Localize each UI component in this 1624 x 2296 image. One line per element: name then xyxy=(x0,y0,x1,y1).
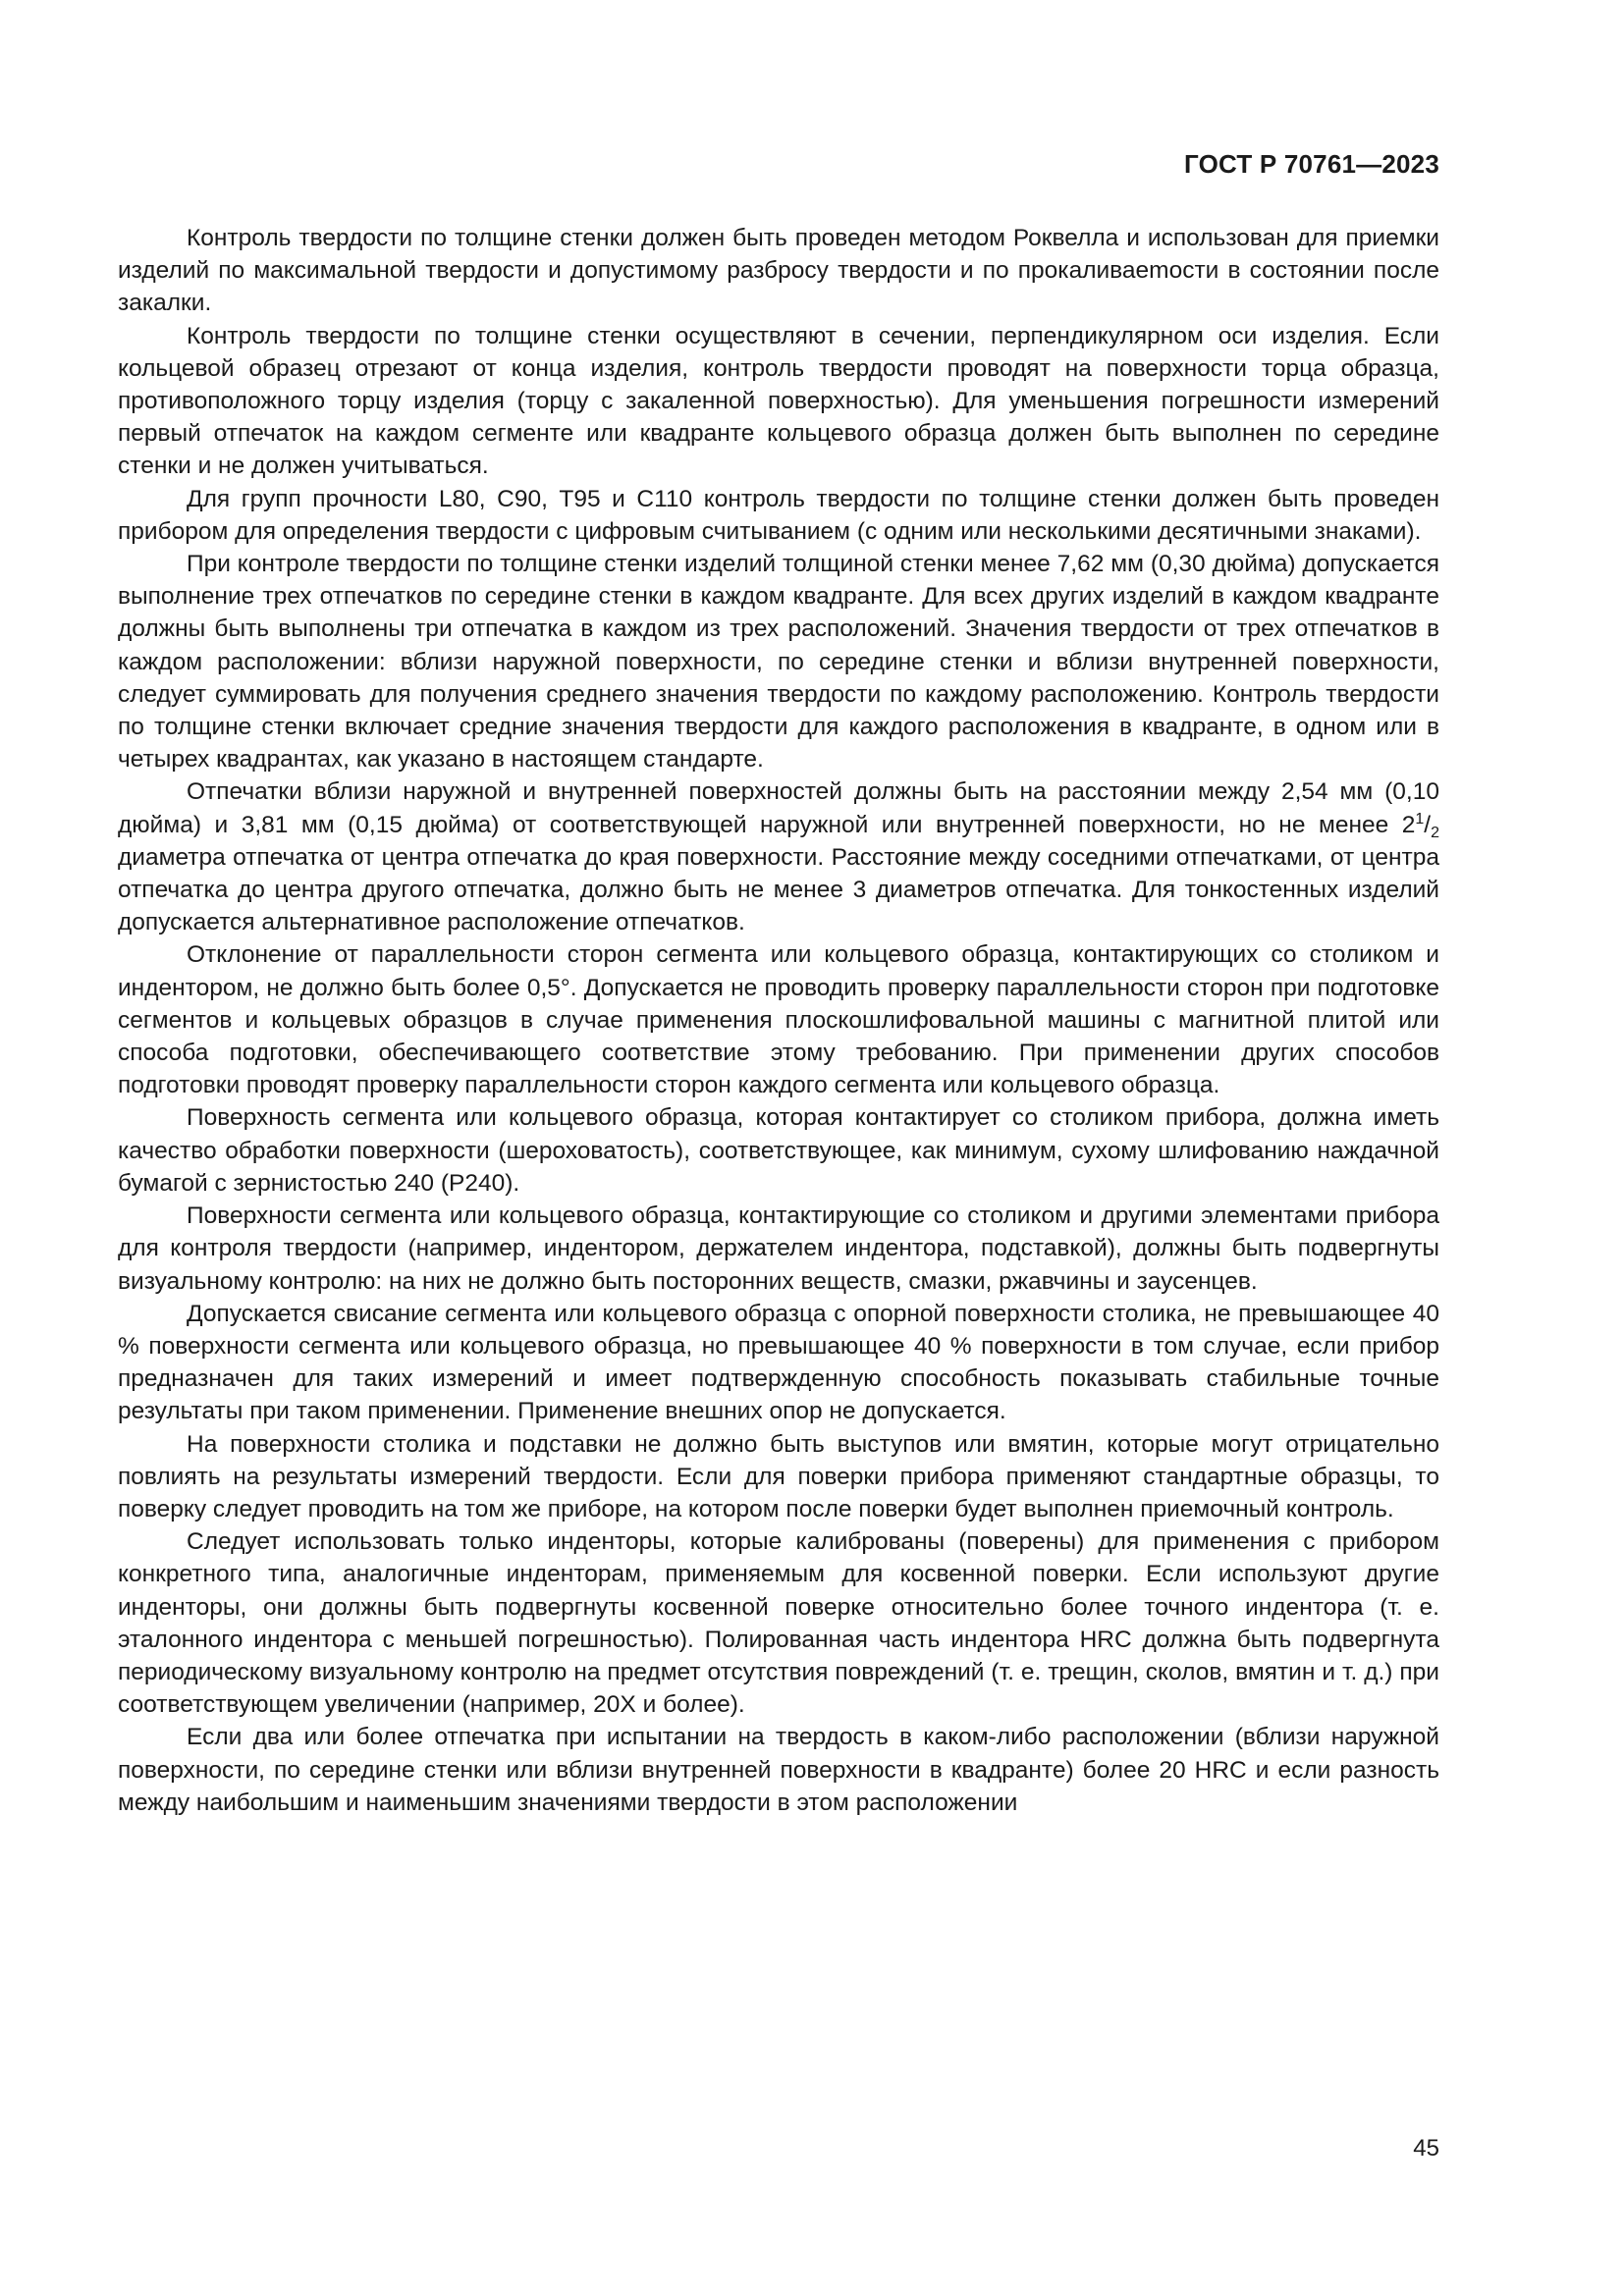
paragraph-4: При контроле твердости по толщине стенки изделий толщиной стенки менее 7,62 мм (0,30 дюйма) допускается выполнение трех отпечатков по середине стенки в каждом квадранте. Для всех других изделий в каждом квадранте должны быть выполнены три отпечатка в каждом из трех расположений. Значения твердости от трех отпечатков в каждом расположении: вблизи наружной поверхности, по середине стенки и вблизи внутренней поверхности, следует суммировать для получения среднего значения твердости по каждому расположению. Контроль твердости по толщине стенки включает средние значения твердости для каждого расположения в квадранте, в одном или в четырех квадрантах, как указано в настоящем стандарте. xyxy=(118,551,1439,774)
paragraph-5-text-after: диаметра отпечатка от центра отпечатка до края поверхности. Расстояние между соседними отпечатками, от центра отпечатка до центра другого отпечатка, должно быть не менее 3 диаметров отпечатка. Для тонкостенных изделий допускается альтернативное расположение отпечатков. xyxy=(118,843,1439,936)
fraction-denominator: 2 xyxy=(1431,824,1439,841)
paragraph-12: Если два или более отпечатка при испытании на твердость в каком-либо расположении (вблизи наружной поверхности, по середине стенки или вблизи внутренней поверхности в квадранте) более 20 HRC и если разность между наибольшим и наименьшим значениями твердости в этом расположении xyxy=(118,1724,1439,1816)
paragraph-8: Поверхности сегмента или кольцевого образца, контактирующие со столиком и другими элементами прибора для контроля твердости (например, индентором, держателем индентора, подставкой), должны быть подвергнуты визуальному контролю: на них не должно быть посторонних веществ, смазки, ржавчины и заусенцев. xyxy=(118,1202,1439,1295)
paragraph-1: Контроль твердости по толщине стенки должен быть проведен методом Роквелла и использован для приемки изделий по максимальной твердости и допустимому разбросу твердости и по прокаливаеmости в состоянии после закалки. xyxy=(118,225,1439,317)
paragraph-3: Для групп прочности L80, С90, Т95 и С110 контроль твердости по толщине стенки должен быть проведен прибором для определения твердости с цифровым считыванием (с одним или несколькими десятичными знаками). xyxy=(118,485,1439,545)
paragraph-5-text-before: Отпечатки вблизи наружной и внутренней поверхностей должны быть на расстоянии между 2,54 мм (0,10 дюйма) и 3,81 мм (0,15 дюйма) от соответствующей наружной или внутренней поверхности, но не менее 2 xyxy=(118,778,1439,838)
paragraph-2: Контроль твердости по толщине стенки осуществляют в сечении, перпендикулярном оси изделия. Если кольцевой образец отрезают от конца изделия, контроль твердости проводят на поверхности торца образца, противоположного торцу изделия (торцу с закаленной поверхностью). Для уменьшения погрешности измерений первый отпечаток на каждом сегменте или квадранте кольцевого образца должен быть выполнен по середине стенки и не должен учитываться. xyxy=(118,322,1439,480)
body-text xyxy=(118,222,1439,1819)
fraction-numerator: 1 xyxy=(1415,810,1425,828)
paragraph-6: Отклонение от параллельности сторон сегмента или кольцевого образца, контактирующих со столиком и индентором, не должно быть более 0,5°. Допускается не проводить проверку параллельности сторон при подготовке сегментов и кольцевых образцов в случае применения плоскошлифовальной машины с магнитной плитой или способа подготовки, обеспечивающего соответствие этому требованию. При применении других способов подготовки проводят проверку параллельности сторон каждого сегмента или кольцевого образца. xyxy=(118,941,1439,1099)
paragraph-7: Поверхность сегмента или кольцевого образца, которая контактирует со столиком прибора, должна иметь качество обработки поверхности (шероховатость), соответствующее, как минимум, сухому шлифованию наждачной бумагой с зернистостью 240 (Р240). xyxy=(118,1104,1439,1197)
document-code-header: ГОСТ Р 70761—2023 xyxy=(1184,149,1439,179)
paragraph-10: На поверхности столика и подставки не должно быть выступов или вмятин, которые могут отрицательно повлиять на результаты измерений твердости. Если для поверки прибора применяют стандартные образцы, то поверку следует проводить на том же приборе, на котором после поверки будет выполнен приемочный контроль. xyxy=(118,1430,1439,1522)
paragraph-9: Допускается свисание сегмента или кольцевого образца с опорной поверхности столика, не превышающее 40 % поверхности сегмента или кольцевого образца, но превышающее 40 % поверхности в том случае, если прибор предназначен для таких измерений и имеет подтвержденную способность показывать стабильные точные результаты при таком применении. Применение внешних опор не допускается. xyxy=(118,1300,1439,1425)
page-number: 45 xyxy=(1413,2135,1439,2162)
paragraph-5 xyxy=(118,775,1439,938)
fraction-slash: / xyxy=(1424,811,1432,838)
paragraph-11: Следует использовать только инденторы, которые калиброваны (поверены) для применения с прибором конкретного типа, аналогичные инденторам, применяемым для косвенной поверки. Если используют другие инденторы, они должны быть подвергнуты косвенной поверке относительно более точного индентора (т. е. эталонного индентора с меньшей погрешностью). Полированная часть индентора HRC должна быть подвергнута периодическому визуальному контролю на предмет отсутствия повреждений (т. е. трещин, сколов, вмятин и т. д.) при соответствующем увеличении (например, 20X и более). xyxy=(118,1528,1439,1719)
